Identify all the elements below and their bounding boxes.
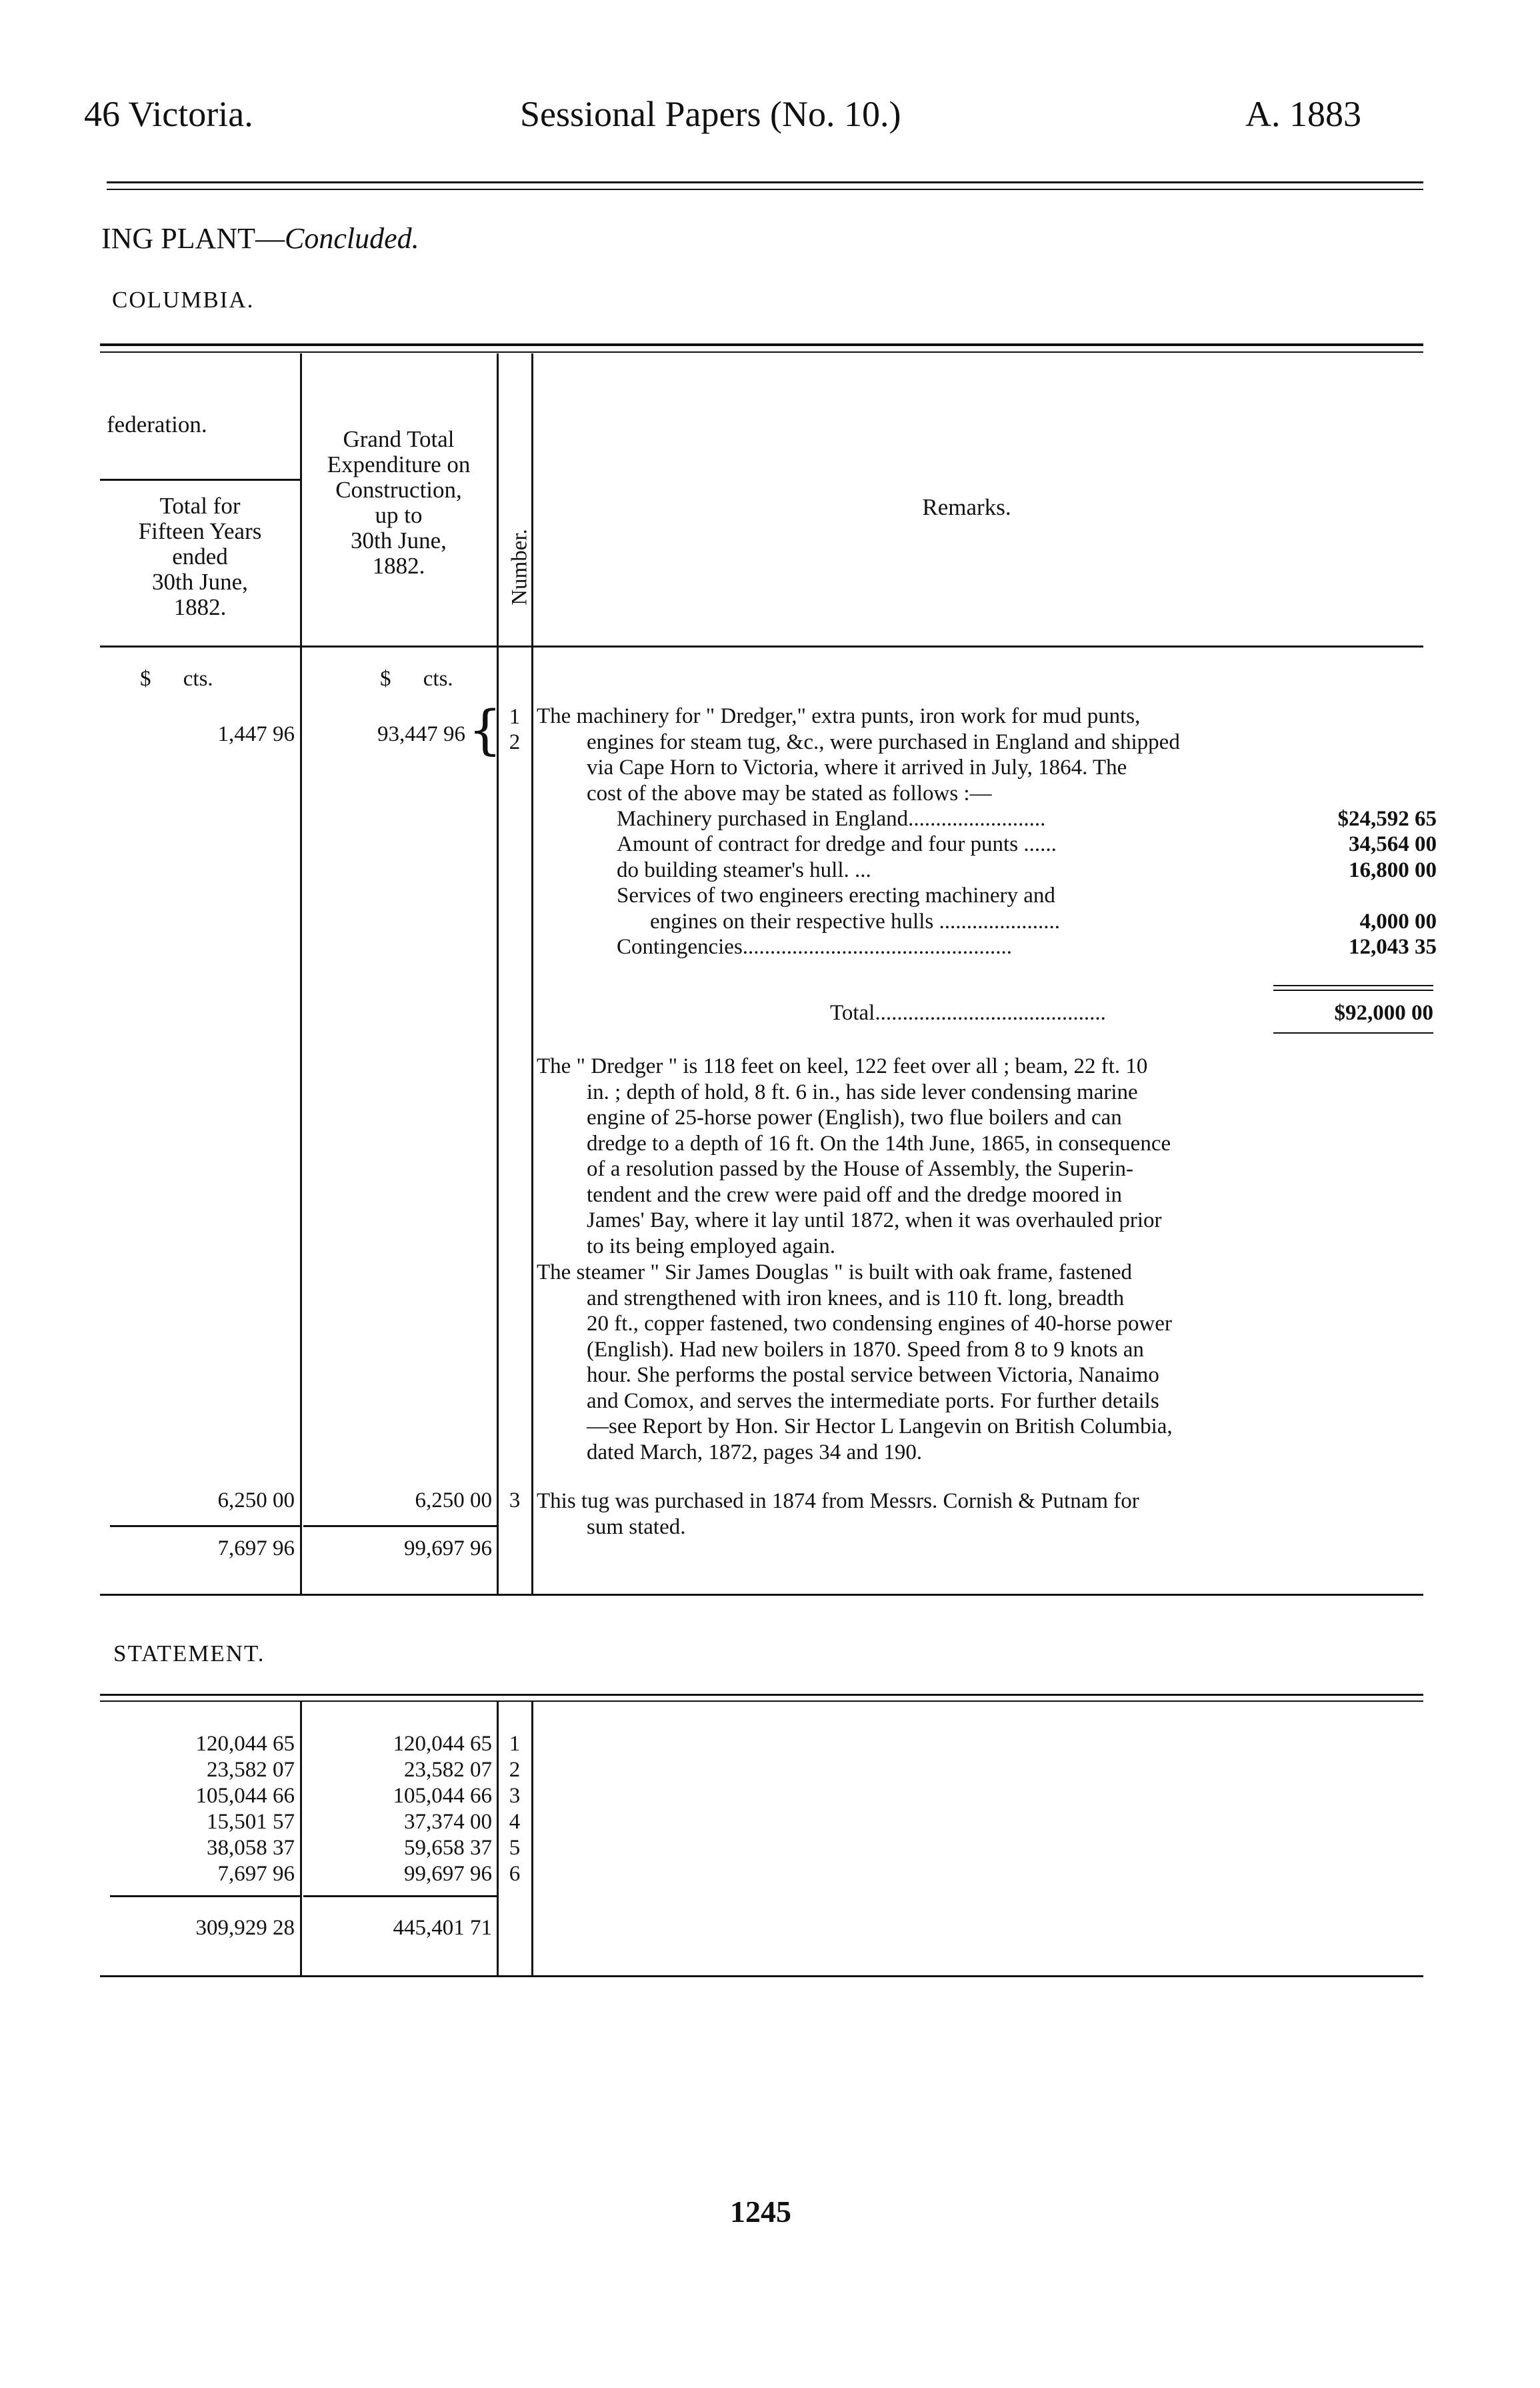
statement-col2 [307, 1731, 492, 1887]
statement-cell: 15,501 57 [207, 1810, 295, 1834]
col2-heading-line: 1882. [372, 553, 425, 579]
section-title-italic: Concluded. [284, 222, 419, 255]
cost-total-rule-2 [1273, 990, 1433, 991]
remark-line: and strengthened with iron knees, and is 110 ft. long, breadth [587, 1286, 1125, 1310]
statement-number: 4 [509, 1810, 521, 1834]
units-col2: $ cts. [380, 667, 453, 691]
table1-col-divider-2 [497, 353, 499, 1594]
statement-cell: 23,582 07 [207, 1758, 295, 1782]
col3-heading: Number. [507, 529, 532, 606]
statement-number: 3 [509, 1784, 521, 1808]
statement-number: 1 [509, 1732, 521, 1756]
statement-number: 2 [509, 1758, 521, 1782]
row3-grand-total: 6,250 00 [415, 1488, 492, 1512]
statement-top-rule-1 [100, 1694, 1423, 1696]
remark-line: This tug was purchased in 1874 from Messrs. Cornish & Putnam for [537, 1489, 1139, 1513]
header-right: A. 1883 [1245, 94, 1361, 134]
remark-line: to its being employed again. [587, 1234, 836, 1258]
remark-line: The steamer " Sir James Douglas " is built with oak frame, fastened [537, 1260, 1132, 1284]
cost-item-amount: 34,564 00 [1349, 832, 1437, 856]
statement-total-rule-1 [110, 1895, 300, 1897]
row1-brace: { [468, 699, 502, 761]
total-col2: 99,697 96 [404, 1536, 492, 1560]
row3-total: 6,250 00 [217, 1488, 295, 1512]
cost-item [617, 858, 871, 884]
statement-total-rule-2 [303, 1895, 497, 1897]
col4-heading: Remarks. [922, 494, 1011, 520]
statement-number: 6 [509, 1862, 521, 1886]
statement-col1 [107, 1731, 295, 1887]
col1-heading-line: Total for [159, 493, 241, 519]
statement-bottom-rule [100, 1975, 1423, 1977]
table1-bottom-rule [100, 1594, 1423, 1596]
statement-cell: 105,044 66 [195, 1784, 295, 1808]
statement-total-col1: 309,929 28 [195, 1916, 295, 1940]
remark-line: The " Dredger " is 118 feet on keel, 122 feet over all ; beam, 22 ft. 10 [537, 1054, 1148, 1078]
header-rule-top [107, 181, 1423, 183]
col2-heading [301, 427, 496, 579]
remark-line: via Cape Horn to Victoria, where it arrived in July, 1864. The [587, 756, 1127, 780]
remark-line: cost of the above may be stated as follows :— [587, 781, 992, 806]
cost-total-rule-1 [1273, 985, 1433, 986]
statement-cell: 23,582 07 [404, 1758, 492, 1782]
statement-cell: 105,044 66 [393, 1784, 492, 1808]
statement-top-rule-2 [100, 1700, 1423, 1702]
remark-line: engines for steam tug, &c., were purchased in England and shipped [587, 730, 1180, 754]
table1-top-rule-2 [100, 351, 1423, 353]
row1-total: 1,447 96 [217, 722, 295, 746]
col2-heading-line: Construction, [335, 477, 462, 503]
statement-total-col2: 445,401 71 [393, 1916, 492, 1940]
cost-item [617, 934, 1012, 960]
col1-heading-line: 1882. [173, 594, 227, 620]
statement-cell: 7,697 96 [217, 1862, 295, 1886]
col2-heading-line: Grand Total [343, 426, 455, 452]
col1-heading-line: 30th June, [152, 569, 248, 595]
statement-numbers [501, 1731, 528, 1887]
cost-item [617, 806, 1045, 832]
cost-item-label: Services of two engineers erecting machinery and [617, 884, 1055, 908]
col2-heading-line: Expenditure on [327, 451, 471, 477]
cost-item-amount: 12,043 35 [1349, 935, 1437, 959]
row-number-3: 3 [509, 1488, 521, 1512]
remark-line: dated March, 1872, pages 34 and 190. [587, 1440, 923, 1464]
remark-line: —see Report by Hon. Sir Hector L Langevin on British Columbia, [587, 1414, 1173, 1438]
cost-total-label: Total.......................................... [830, 1001, 1106, 1025]
statement-cell: 59,658 37 [404, 1836, 492, 1860]
totals-rule-col1 [110, 1525, 300, 1527]
cost-breakdown [537, 806, 1437, 966]
remarks-block-3 [537, 1260, 1173, 1465]
remark-line: 20 ft., copper fastened, two condensing engines of 40-horse power [587, 1312, 1172, 1336]
col1-heading-line: Fifteen Years [138, 518, 262, 544]
totals-rule-col2 [303, 1525, 497, 1527]
remarks-block-1 [537, 704, 1180, 806]
table1-head-rule [100, 646, 1423, 648]
header-rule-bottom [107, 189, 1423, 190]
table1-group-rule [100, 479, 300, 481]
table1-top-rule-1 [100, 343, 1423, 346]
remark-line: hour. She performs the postal service between Victoria, Nanaimo [587, 1363, 1159, 1387]
statement-cell: 99,697 96 [404, 1862, 492, 1886]
col1-heading-line: ended [172, 543, 228, 569]
remark-line: engine of 25-horse power (English), two flue boilers and can [587, 1106, 1122, 1130]
cost-total-rule-3 [1273, 1032, 1433, 1034]
remark-line: sum stated. [587, 1514, 686, 1539]
total-col1: 7,697 96 [217, 1536, 295, 1560]
cost-item-label: Amount of contract for dredge and four punts ...... [617, 832, 1057, 856]
remark-line: in. ; depth of hold, 8 ft. 6 in., has side lever condensing marine [587, 1080, 1138, 1104]
header-center: Sessional Papers (No. 10.) [520, 94, 901, 134]
cost-item-label: engines on their respective hulls ...................... [650, 910, 1060, 934]
section-subtitle: COLUMBIA. [112, 287, 255, 313]
cost-item-amount: $24,592 65 [1337, 807, 1437, 831]
statement-cell: 38,058 37 [207, 1836, 295, 1860]
cost-item-label: do building steamer's hull. ... [617, 858, 871, 882]
remark-line: dredge to a depth of 16 ft. On the 14th June, 1865, in consequence [587, 1131, 1171, 1156]
statement-number: 5 [509, 1836, 521, 1860]
cost-item [650, 909, 1060, 935]
statement-divider-1 [300, 1702, 302, 1975]
cost-item [617, 883, 1055, 909]
remark-line: and Comox, and serves the intermediate ports. For further details [587, 1388, 1159, 1413]
cost-item [617, 832, 1057, 858]
statement-cell: 37,374 00 [404, 1810, 492, 1834]
statement-title: STATEMENT. [113, 1640, 265, 1666]
statement-divider-3 [531, 1702, 533, 1975]
remark-line: The machinery for " Dredger," extra punts, iron work for mud punts, [537, 704, 1141, 728]
remark-line: of a resolution passed by the House of Assembly, the Superin- [587, 1157, 1133, 1181]
cost-item-label: Machinery purchased in England......................... [617, 807, 1046, 831]
section-title [101, 221, 419, 255]
remark-line: James' Bay, where it lay until 1872, when it was overhauled prior [587, 1208, 1162, 1232]
row1-grand-total: 93,447 96 [377, 722, 465, 746]
col1-group-heading: federation. [107, 411, 207, 437]
col1-heading [107, 493, 293, 620]
cost-total-amount: $92,000 00 [1334, 1001, 1433, 1025]
remark-line: (English). Had new boilers in 1870. Speed from 8 to 9 knots an [587, 1337, 1144, 1362]
statement-divider-2 [497, 1702, 499, 1975]
cost-item-amount: 4,000 00 [1359, 910, 1437, 934]
remarks-block-4 [537, 1488, 1139, 1540]
page-number: 1245 [730, 2195, 791, 2229]
section-title-plain: ING PLANT— [101, 222, 285, 255]
col2-heading-line: up to [375, 502, 423, 528]
units-col1: $ cts. [140, 667, 213, 691]
row-number-1: 1 [509, 705, 521, 729]
remarks-block-2 [537, 1054, 1171, 1259]
cost-item-amount: 16,800 00 [1349, 858, 1437, 882]
header-left: 46 Victoria. [84, 94, 253, 134]
cost-item-label: Contingencies................................................. [617, 935, 1013, 959]
statement-cell: 120,044 65 [393, 1732, 492, 1756]
col2-heading-line: 30th June, [351, 527, 447, 553]
remark-line: tendent and the crew were paid off and the dredge moored in [587, 1182, 1122, 1207]
row-number-2: 2 [509, 730, 521, 754]
statement-cell: 120,044 65 [195, 1732, 295, 1756]
